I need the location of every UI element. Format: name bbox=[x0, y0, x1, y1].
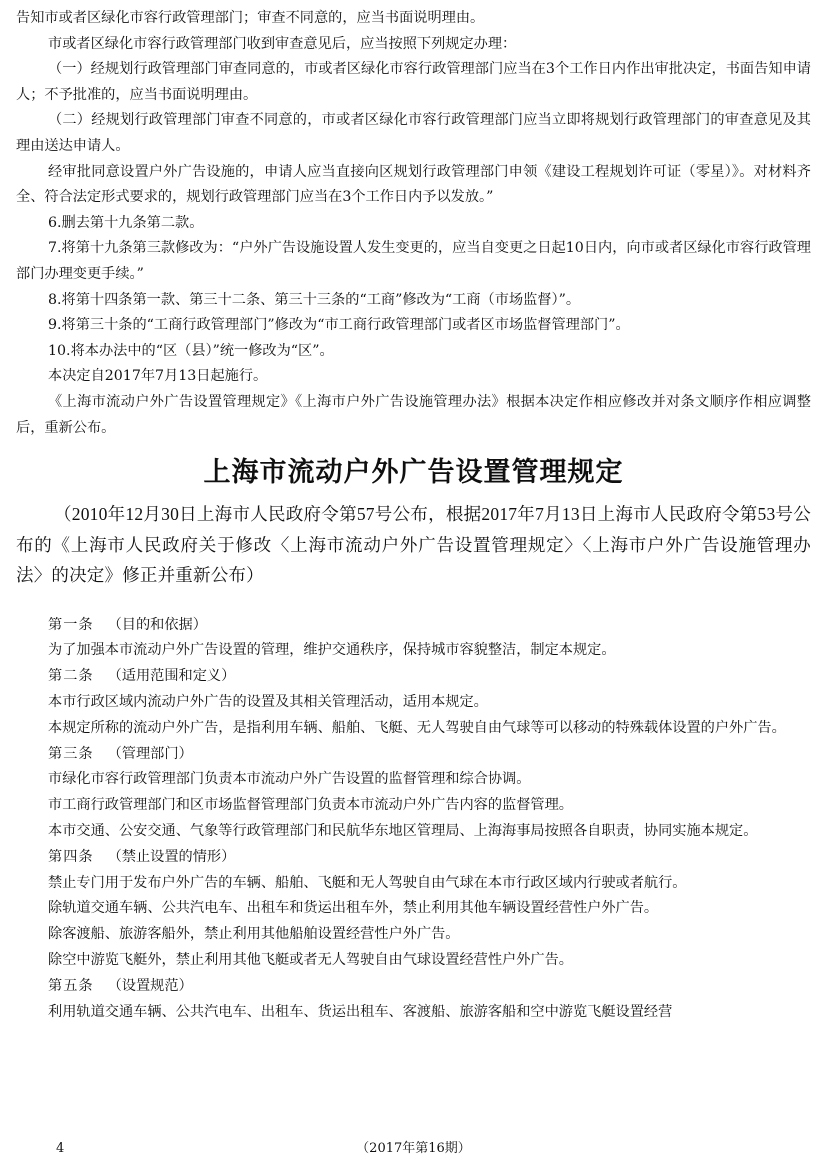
article-heading bbox=[16, 845, 811, 871]
article-5 bbox=[16, 974, 811, 1026]
page-number: 4 bbox=[56, 1141, 65, 1156]
paragraph: 6.删去第十九条第二款。 bbox=[48, 214, 204, 231]
article-topic: （管理部门） bbox=[107, 745, 193, 762]
article-4 bbox=[16, 845, 811, 974]
article-paragraph: 利用轨道交通车辆、公共汽电车、出租车、货运出租车、客渡船、旅游客船和空中游览飞艇设置经营 bbox=[48, 1003, 673, 1020]
article-number: 第一条 bbox=[48, 616, 94, 633]
paragraph: 本决定自2017年7月13日起施行。 bbox=[48, 368, 268, 385]
page-footer bbox=[0, 1138, 827, 1160]
article-number: 第三条 bbox=[48, 745, 94, 762]
article-number: 第五条 bbox=[48, 977, 94, 994]
article-topic: （目的和依据） bbox=[107, 616, 207, 633]
article-heading bbox=[16, 742, 811, 768]
paragraph: （二）经规划行政管理部门审查不同意的，市或者区绿化市容行政管理部门应当立即将规划行政管理部门的审查意见及其理由送达申请人。 bbox=[16, 112, 811, 154]
document-title: 上海市流动户外广告设置管理规定 bbox=[203, 457, 624, 489]
article-paragraph: 除轨道交通车辆、公共汽电车、出租车和货运出租车外，禁止利用其他车辆设置经营性户外广告。 bbox=[48, 900, 659, 917]
paragraph: 9.将第三十条的“工商行政管理部门”修改为“市工商行政管理部门或者区市场监督管理部门”。 bbox=[48, 317, 630, 334]
article-paragraph: 本市行政区域内流动户外广告的设置及其相关管理活动，适用本规定。 bbox=[48, 693, 488, 710]
article-topic: （设置规范） bbox=[107, 977, 193, 994]
amendment-continuation bbox=[16, 6, 811, 441]
article-paragraph: 本市交通、公安交通、气象等行政管理部门和民航华东地区管理局、上海海事局按照各自职责，协同实施本规定。 bbox=[48, 822, 758, 839]
article-3 bbox=[16, 742, 811, 845]
paragraph: 告知市或者区绿化市容行政管理部门；审查不同意的，应当书面说明理由。 bbox=[16, 10, 485, 26]
article-paragraph: 为了加强本市流动户外广告设置的管理，维护交通秩序，保持城市容貌整洁，制定本规定。 bbox=[48, 642, 616, 659]
article-heading bbox=[16, 613, 811, 639]
article-number: 第二条 bbox=[48, 668, 94, 685]
paragraph: 7.将第十九条第三款修改为：“户外广告设施设置人发生变更的，应当自变更之日起10日内，向市或者区绿化市容行政管理部门办理变更手续。” bbox=[16, 240, 811, 282]
article-topic: （禁止设置的情形） bbox=[107, 848, 236, 865]
article-1 bbox=[16, 613, 811, 665]
article-paragraph: 市工商行政管理部门和区市场监督管理部门负责本市流动户外广告内容的监督管理。 bbox=[48, 797, 573, 814]
paragraph: 8.将第十四条第一款、第三十二条、第三十三条的“工商”修改为“工商（市场监督）”。 bbox=[48, 291, 581, 308]
paragraph: （一）经规划行政管理部门审查同意的，市或者区绿化市容行政管理部门应当在3个工作日内作出审批决定，书面告知申请人；不予批准的，应当书面说明理由。 bbox=[16, 61, 811, 103]
article-topic: （适用范围和定义） bbox=[107, 668, 236, 685]
article-heading bbox=[16, 664, 811, 690]
article-paragraph: 禁止专门用于发布户外广告的车辆、船舶、飞艇和无人驾驶自由气球在本市行政区域内行驶或者航行。 bbox=[48, 874, 687, 891]
article-paragraph: 除空中游览飞艇外，禁止利用其他飞艇或者无人驾驶自由气球设置经营性户外广告。 bbox=[48, 951, 573, 968]
paragraph: 《上海市流动户外广告设置管理规定》《上海市户外广告设施管理办法》根据本决定作相应修改并对条文顺序作相应调整后，重新公布。 bbox=[16, 393, 811, 436]
document-subtitle: （2010年12月30日上海市人民政府令第57号公布，根据2017年7月13日上海市人民政府令第53号公布的《上海市人民政府关于修改〈上海市流动户外广告设置管理规定〉〈上海市户外广告设施管理办法〉的决定》修正并重新公布） bbox=[16, 504, 811, 586]
paragraph: 10.将本办法中的“区（县）”统一修改为“区”。 bbox=[48, 342, 334, 359]
issue-label: （2017年第16期） bbox=[356, 1141, 471, 1156]
article-paragraph: 除客渡船、旅游客船外，禁止利用其他船舶设置经营性户外广告。 bbox=[48, 926, 460, 943]
paragraph: 市或者区绿化市容行政管理部门收到审查意见后，应当按照下列规定办理： bbox=[48, 35, 517, 52]
article-2 bbox=[16, 664, 811, 741]
article-paragraph: 市绿化市容行政管理部门负责本市流动户外广告设置的监督管理和综合协调。 bbox=[48, 771, 531, 788]
article-number: 第四条 bbox=[48, 848, 94, 865]
articles-section bbox=[16, 613, 811, 1026]
article-heading bbox=[16, 974, 811, 1000]
document-header bbox=[16, 453, 811, 591]
paragraph: 经审批同意设置户外广告设施的，申请人应当直接向区规划行政管理部门申领《建设工程规划许可证（零星）》。对材料齐全、符合法定形式要求的，规划行政管理部门应当在3个工作日内予以发放。” bbox=[16, 163, 811, 206]
article-paragraph: 本规定所称的流动户外广告，是指利用车辆、船舶、飞艇、无人驾驶自由气球等可以移动的特殊载体设置的户外广告。 bbox=[48, 719, 786, 736]
